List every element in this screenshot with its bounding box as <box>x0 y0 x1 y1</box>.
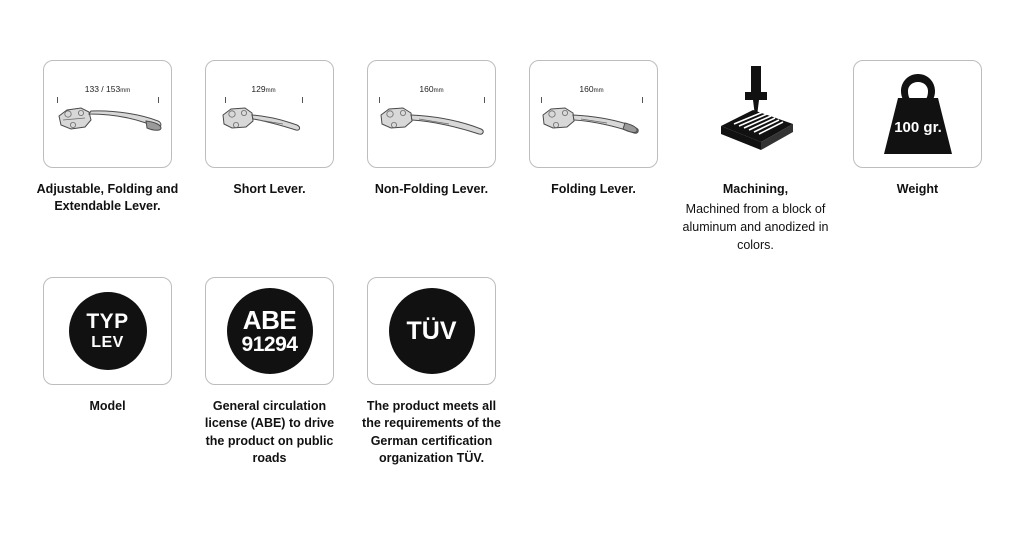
model-badge <box>69 292 147 370</box>
certification-row <box>42 277 528 467</box>
lever-illustration <box>211 66 329 162</box>
feature-caption: Weight <box>896 182 939 196</box>
tuv-badge-label: TÜV <box>406 316 457 345</box>
dimension-unit: mm <box>120 88 131 94</box>
feature-cell-weight <box>852 60 983 198</box>
feature-cell-adjustable-folding-extendable-lever <box>36 60 179 216</box>
certification-caption: Model <box>89 399 126 413</box>
dimension-unit: mm <box>265 88 276 94</box>
feature-cell-machining <box>682 60 829 255</box>
model-badge-line2: LEV <box>91 334 124 351</box>
lever-illustration <box>49 66 167 162</box>
dimension-indicator <box>541 84 643 100</box>
weight-badge-label: 100 gr. <box>893 119 942 136</box>
dimension-value: 160 <box>419 84 434 94</box>
feature-caption: Machining, <box>722 182 789 196</box>
lever-illustration <box>373 66 491 162</box>
feature-cell-folding-lever <box>528 60 659 198</box>
tuv-badge-tile <box>367 277 496 385</box>
dimension-label <box>57 84 159 97</box>
abe-badge-tile <box>205 277 334 385</box>
weight-tile <box>853 60 982 168</box>
tuv-badge <box>389 288 475 374</box>
lever-shape-icon <box>213 100 327 146</box>
feature-cell-non-folding-lever <box>366 60 497 198</box>
model-badge-line1: TYP <box>86 310 129 333</box>
certification-cell-abe <box>204 277 335 467</box>
certification-caption: The product meets all the requirements of the German certification organization TÜV. <box>362 399 501 465</box>
feature-cell-short-lever <box>204 60 335 198</box>
dimension-indicator <box>57 84 159 100</box>
feature-row-primary <box>36 60 983 255</box>
feature-caption: Folding Lever. <box>551 182 636 196</box>
abe-badge-line1: ABE <box>242 305 297 335</box>
certification-cell-tuv <box>362 277 501 467</box>
lever-diagram-tile <box>529 60 658 168</box>
lever-illustration <box>535 66 653 162</box>
certification-caption: General circulation license (ABE) to drive the product on public roads <box>204 399 335 465</box>
dimension-value: 133 / 153 <box>84 84 121 94</box>
machining-illustration-tile <box>691 60 820 168</box>
dimension-label <box>541 84 643 97</box>
feature-caption: Short Lever. <box>233 182 306 196</box>
lever-diagram-tile <box>205 60 334 168</box>
abe-badge-line2: 91294 <box>241 333 298 356</box>
lever-shape-icon <box>375 100 489 146</box>
dimension-indicator <box>225 84 303 100</box>
model-badge-tile <box>43 277 172 385</box>
weight-icon <box>868 68 968 160</box>
dimension-unit: mm <box>433 88 444 94</box>
lever-shape-icon <box>51 100 165 146</box>
dimension-label <box>379 84 485 97</box>
dimension-label <box>225 84 303 97</box>
cnc-machining-icon <box>701 64 811 164</box>
dimension-indicator <box>379 84 485 100</box>
dimension-value: 129 <box>251 84 266 94</box>
dimension-value: 160 <box>579 84 594 94</box>
abe-badge <box>227 288 313 374</box>
lever-diagram-tile <box>43 60 172 168</box>
lever-diagram-tile <box>367 60 496 168</box>
certification-cell-model <box>42 277 173 415</box>
dimension-unit: mm <box>593 88 604 94</box>
feature-caption: Adjustable, Folding and Extendable Lever. <box>36 182 179 214</box>
feature-caption: Non-Folding Lever. <box>374 182 489 196</box>
lever-shape-icon <box>537 100 651 146</box>
feature-subcaption: Machined from a block of aluminum and anodized in colors. <box>682 202 829 252</box>
